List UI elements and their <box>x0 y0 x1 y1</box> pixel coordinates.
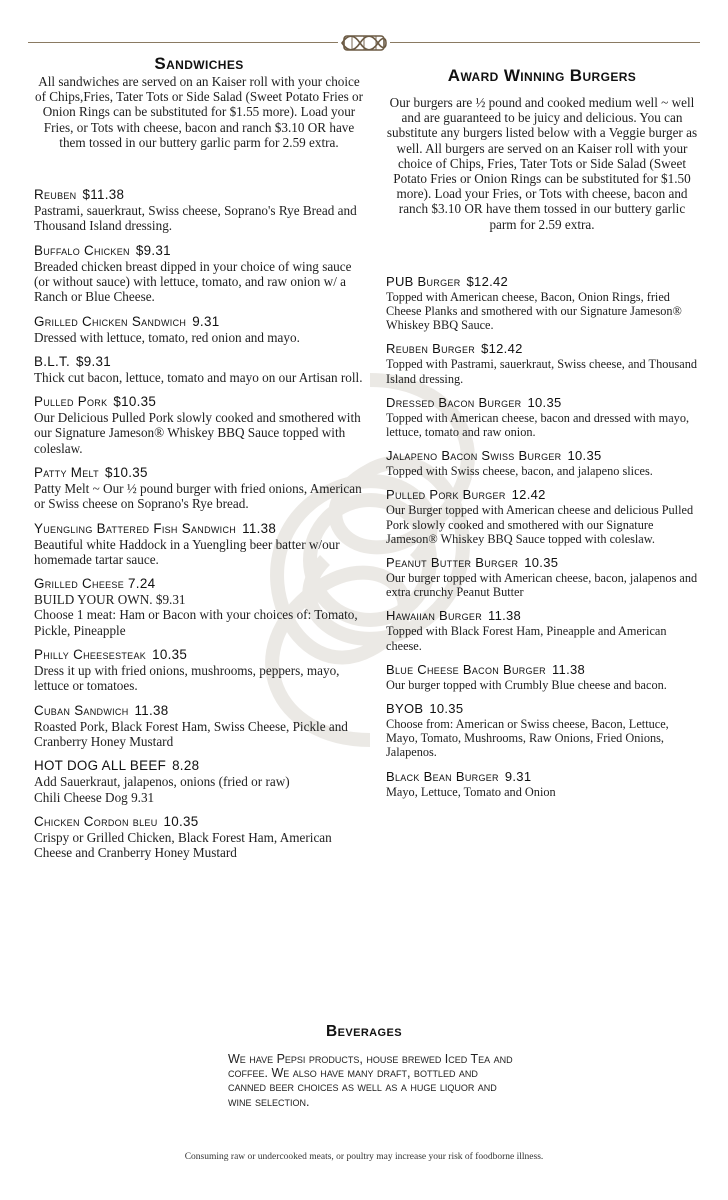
menu-item-heading <box>386 555 698 571</box>
menu-item-description: Thick cut bacon, lettuce, tomato and mayo on our Artisan roll. <box>34 369 363 385</box>
burger-menu-item <box>386 395 698 439</box>
menu-item-heading <box>34 647 364 663</box>
sandwich-menu-item <box>34 521 364 568</box>
sandwiches-list <box>34 187 364 860</box>
sandwich-menu-item <box>34 814 364 861</box>
sandwich-menu-item <box>34 354 364 385</box>
menu-item-description: Beautiful white Haddock in a Yuengling beer batter w/our homemade tartar sauce. <box>34 536 340 567</box>
menu-item-heading <box>386 395 698 411</box>
menu-item-price: $10.35 <box>104 464 148 480</box>
menu-item-price: 10.35 <box>163 813 199 829</box>
menu-item-heading <box>386 487 698 503</box>
menu-item-name: Patty Melt <box>34 464 99 480</box>
burgers-intro: Our burgers are ½ pound and cooked medium well ~ well and are guaranteed to be juicy and delicious. You can substitute any burgers listed below with a Veggie burger as well. All burgers are served on an Kaiser roll with your choice of Chips, Fries, Tater Tots or Side Salad (Sweet Potato Fries or Onion Rings can be substituted for $1.50 more). Load your Fries, or Tots with cheese, bacon and ranch $3.10 OR have them tossed in our buttery garlic parm for 2.59 extra. <box>386 95 698 232</box>
menu-item-name: Philly Cheesesteak <box>34 647 147 663</box>
menu-item-description: Pastrami, sauerkraut, Swiss cheese, Soprano's Rye Bread and Thousand Island dressing. <box>34 203 357 234</box>
menu-item-description: Add Sauerkraut, jalapenos, onions (fried or raw) Chili Cheese Dog 9.31 <box>34 774 290 805</box>
menu-item-description: Topped with Swiss cheese, bacon, and jalapeno slices. <box>386 464 653 479</box>
menu-item-name: PUB Burger <box>386 273 461 289</box>
foodborne-disclaimer: Consuming raw or undercooked meats, or poultry may increase your risk of foodborne illness. <box>184 1152 544 1162</box>
menu-item-description: Roasted Pork, Black Forest Ham, Swiss Cheese, Pickle and Cranberry Honey Mustard <box>34 718 348 749</box>
menu-item-price: 10.35 <box>567 448 602 464</box>
menu-item-name: Peanut Butter Burger <box>386 555 519 571</box>
menu-item-price: 11.38 <box>242 520 277 536</box>
menu-item-heading <box>386 701 698 717</box>
menu-item-heading <box>386 448 698 464</box>
menu-item-heading <box>34 521 364 537</box>
menu-item-description: Our Burger topped with American cheese and delicious Pulled Pork slowly cooked and smothered with our Signature Jameson® Whiskey BBQ Sauce topped with coleslaw. <box>386 503 694 546</box>
menu-item-price: 8.28 <box>172 758 200 774</box>
burger-menu-item <box>386 341 698 385</box>
menu-item-heading <box>34 758 364 774</box>
sandwiches-section <box>34 54 364 869</box>
menu-item-name: Black Bean Burger <box>386 768 499 784</box>
menu-item-name: Pulled Pork Burger <box>386 487 506 503</box>
menu-item-heading <box>34 243 364 259</box>
menu-item-name: Reuben <box>34 187 77 203</box>
menu-item-price: $12.42 <box>466 273 509 289</box>
menu-item-description: Crispy or Grilled Chicken, Black Forest Ham, American Cheese and Cranberry Honey Mustard <box>34 829 332 861</box>
menu-item-name: B.L.T. <box>34 353 71 369</box>
sandwich-menu-item <box>34 187 364 234</box>
menu-item-heading <box>386 341 698 357</box>
sandwich-menu-item <box>34 465 364 512</box>
menu-item-price: 11.38 <box>134 702 169 718</box>
sandwich-menu-item <box>34 758 364 805</box>
menu-item-heading <box>34 354 364 370</box>
burgers-title: Award Winning Burgers <box>447 66 637 85</box>
burger-menu-item <box>386 662 698 692</box>
menu-item-price: 11.38 <box>488 608 522 624</box>
burger-menu-item <box>386 608 698 652</box>
menu-item-heading <box>386 608 698 624</box>
menu-item-description: Dress it up with fried onions, mushrooms, peppers, mayo, lettuce or tomatoes. <box>34 663 340 694</box>
menu-item-description: BUILD YOUR OWN. $9.31 Choose 1 meat: Ham or Bacon with your choices of: Tomato, Pickle, Pineapple <box>34 592 358 638</box>
menu-item-name: Pulled Pork <box>34 394 108 410</box>
sandwiches-title: Sandwiches <box>154 54 244 73</box>
menu-item-description: Choose from: American or Swiss cheese, Bacon, Lettuce, Mayo, Tomato, Mushrooms, Raw Onions, Fried Onions, Jalapenos. <box>386 717 669 760</box>
sandwiches-intro: All sandwiches are served on an Kaiser roll with your choice of Chips,Fries, Tater Tots or Side Salad (Sweet Potato Fries or Onion Rings can be substituted for $1.55 more). Load your Fries, or Tots with cheese, bacon and ranch $3.10 OR have them tossed in our buttery garlic parm for 2.59 extra. <box>34 74 364 150</box>
menu-item-name: Jalapeno Bacon Swiss Burger <box>386 448 562 464</box>
menu-item-price: 11.38 <box>551 661 586 677</box>
menu-item-name: Grilled Cheese 7.24 <box>34 576 156 592</box>
menu-item-price: 10.35 <box>429 701 464 717</box>
menu-item-name: Yuengling Battered Fish Sandwich <box>34 520 237 536</box>
menu-item-price: $11.38 <box>82 187 125 203</box>
menu-item-price: $10.35 <box>113 394 157 410</box>
menu-item-name: Hawaiian Burger <box>386 608 483 624</box>
menu-item-heading <box>34 703 364 719</box>
menu-item-heading <box>386 769 698 785</box>
menu-item-heading <box>386 274 698 290</box>
menu-item-heading <box>34 394 364 410</box>
menu-item-price: 12.42 <box>511 487 546 503</box>
menu-item-name: Buffalo Chicken <box>34 242 130 258</box>
menu-item-heading <box>34 576 364 592</box>
beverages-section <box>0 1022 728 1109</box>
menu-item-description: Breaded chicken breast dipped in your choice of wing sauce (or without sauce) with lettuce, tomato, and raw onion w/ a Ranch or Blue Cheese. <box>34 258 352 305</box>
menu-item-description: Topped with Black Forest Ham, Pineapple and American cheese. <box>386 624 667 653</box>
beverages-title: Beverages <box>326 1023 402 1040</box>
sandwich-menu-item <box>34 647 364 694</box>
menu-item-description: Topped with American cheese, Bacon, Onion Rings, fried Cheese Planks and smothered with our Signature Jameson® Whiskey BBQ Sauce. <box>386 289 682 333</box>
sandwich-menu-item <box>34 314 364 345</box>
menu-item-description: Topped with American cheese, bacon and dressed with mayo, lettuce, tomato and raw onion. <box>386 410 690 440</box>
menu-item-price: 10.35 <box>524 555 559 571</box>
sandwich-menu-item <box>34 703 364 750</box>
menu-item-price: $12.42 <box>481 341 523 357</box>
menu-item-name: BYOB <box>386 701 424 717</box>
menu-item-price: 9.31 <box>504 768 532 784</box>
burger-menu-item <box>386 487 698 546</box>
menu-item-price: 9.31 <box>192 313 220 329</box>
menu-item-heading <box>34 814 364 830</box>
sandwich-menu-item <box>34 394 364 456</box>
burger-menu-item <box>386 701 698 760</box>
menu-item-name: Grilled Chicken Sandwich <box>34 313 187 329</box>
celtic-knot-icon <box>340 32 388 54</box>
menu-item-description: Patty Melt ~ Our ½ pound burger with fried onions, American or Swiss cheese on Soprano's Rye bread. <box>34 480 362 512</box>
menu-item-price: 10.35 <box>152 647 188 663</box>
menu-item-name: Reuben Burger <box>386 341 476 357</box>
menu-item-price: 10.35 <box>527 394 562 410</box>
menu-item-description: Our Delicious Pulled Pork slowly cooked and smothered with our Signature Jameson® Whiskey BBQ Sauce topped with coleslaw. <box>34 410 361 456</box>
menu-item-price: $9.31 <box>135 242 171 258</box>
menu-item-description: Mayo, Lettuce, Tomato and Onion <box>386 784 556 799</box>
menu-item-description: Dressed with lettuce, tomato, red onion and mayo. <box>34 329 300 345</box>
menu-item-description: Our burger topped with American cheese, bacon, jalapenos and extra crunchy Peanut Butter <box>386 571 698 600</box>
burger-menu-item <box>386 274 698 333</box>
menu-item-heading <box>386 662 698 678</box>
menu-item-heading <box>34 465 364 481</box>
menu-item-name: Dressed Bacon Burger <box>386 394 522 410</box>
burgers-list <box>386 274 698 799</box>
top-rule-left <box>28 42 338 43</box>
menu-item-name: Cuban Sandwich <box>34 702 129 718</box>
burgers-section <box>386 66 698 808</box>
sandwich-menu-item <box>34 576 364 638</box>
menu-item-description: Topped with Pastrami, sauerkraut, Swiss cheese, and Thousand Island dressing. <box>386 357 698 386</box>
beverages-text: We have Pepsi products, house brewed Iced Tea and coffee. We also have many draft, bottled and canned beer choices as well as a huge liquor and wine selection. <box>228 1052 513 1109</box>
burger-menu-item <box>386 448 698 478</box>
burger-menu-item <box>386 555 698 599</box>
menu-item-name: Chicken Cordon bleu <box>34 813 158 829</box>
menu-item-heading <box>34 314 364 330</box>
sandwich-menu-item <box>34 243 364 305</box>
menu-item-description: Our burger topped with Crumbly Blue cheese and bacon. <box>386 677 667 692</box>
burger-menu-item <box>386 769 698 799</box>
menu-item-name: Blue Cheese Bacon Burger <box>386 661 546 677</box>
menu-item-price: $9.31 <box>76 353 112 369</box>
top-rule-right <box>390 42 700 43</box>
menu-item-name: HOT DOG ALL BEEF <box>34 758 167 774</box>
menu-item-heading <box>34 187 364 203</box>
